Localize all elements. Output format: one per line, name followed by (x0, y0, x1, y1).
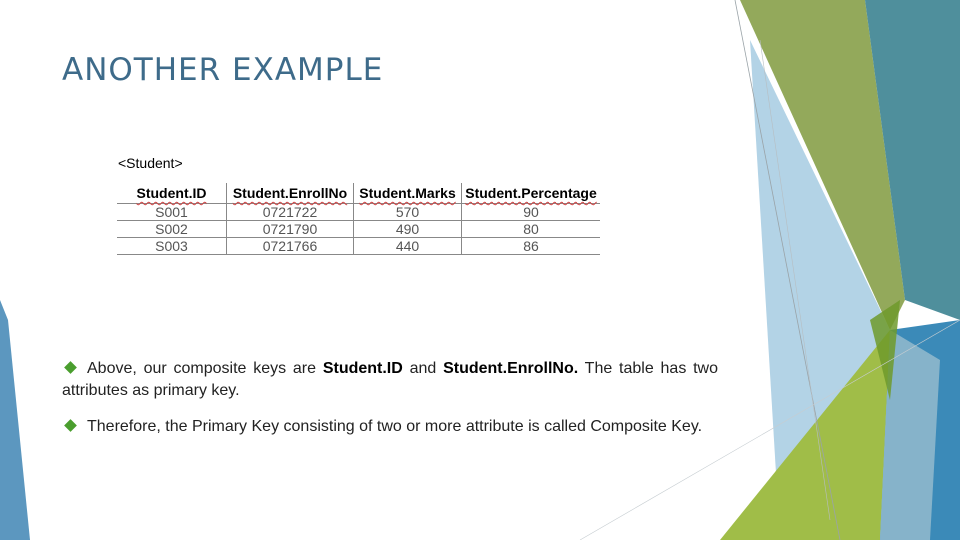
bullet-list (62, 358, 718, 452)
cell-marks: 440 (354, 238, 462, 255)
table-row (117, 221, 600, 238)
cell-student-id: S002 (117, 221, 227, 238)
table-caption: <Student> (118, 155, 183, 171)
bullet-item (62, 416, 718, 438)
cell-percentage: 86 (462, 238, 601, 255)
cell-enrollno: 0721722 (227, 204, 354, 221)
bullet-item (62, 358, 718, 402)
table-header-row (117, 183, 600, 204)
bullet-bold-term: Student.EnrollNo. (443, 360, 579, 377)
cell-student-id: S001 (117, 204, 227, 221)
slide-title: ANOTHER EXAMPLE (62, 52, 384, 88)
bullet-text: and (402, 360, 444, 377)
table-row (117, 238, 600, 255)
bullet-text: Therefore, the Primary Key consisting of two or more attribute is called Composite Key. (87, 418, 703, 435)
bullet-text: The table has two attributes as primary key. (62, 360, 718, 399)
column-header-student-id: Student.ID (136, 185, 207, 201)
cell-marks: 490 (354, 221, 462, 238)
bullet-bold-term: Student.ID (322, 360, 403, 377)
column-header-student-enrollno: Student.EnrollNo (227, 183, 354, 204)
column-header-student-percentage: Student.Percentage (462, 183, 601, 204)
cell-enrollno: 0721766 (227, 238, 354, 255)
bullet-text: Above, our composite keys are (87, 360, 323, 377)
table-row (117, 204, 600, 221)
decor-left-edge-strip (0, 300, 30, 540)
diamond-bullet-icon (64, 419, 77, 432)
column-header-student-marks: Student.Marks (354, 183, 462, 204)
diamond-bullet-icon (64, 361, 77, 374)
student-table (117, 183, 600, 255)
cell-student-id: S003 (117, 238, 227, 255)
cell-enrollno: 0721790 (227, 221, 354, 238)
cell-percentage: 80 (462, 221, 601, 238)
cell-marks: 570 (354, 204, 462, 221)
cell-percentage: 90 (462, 204, 601, 221)
